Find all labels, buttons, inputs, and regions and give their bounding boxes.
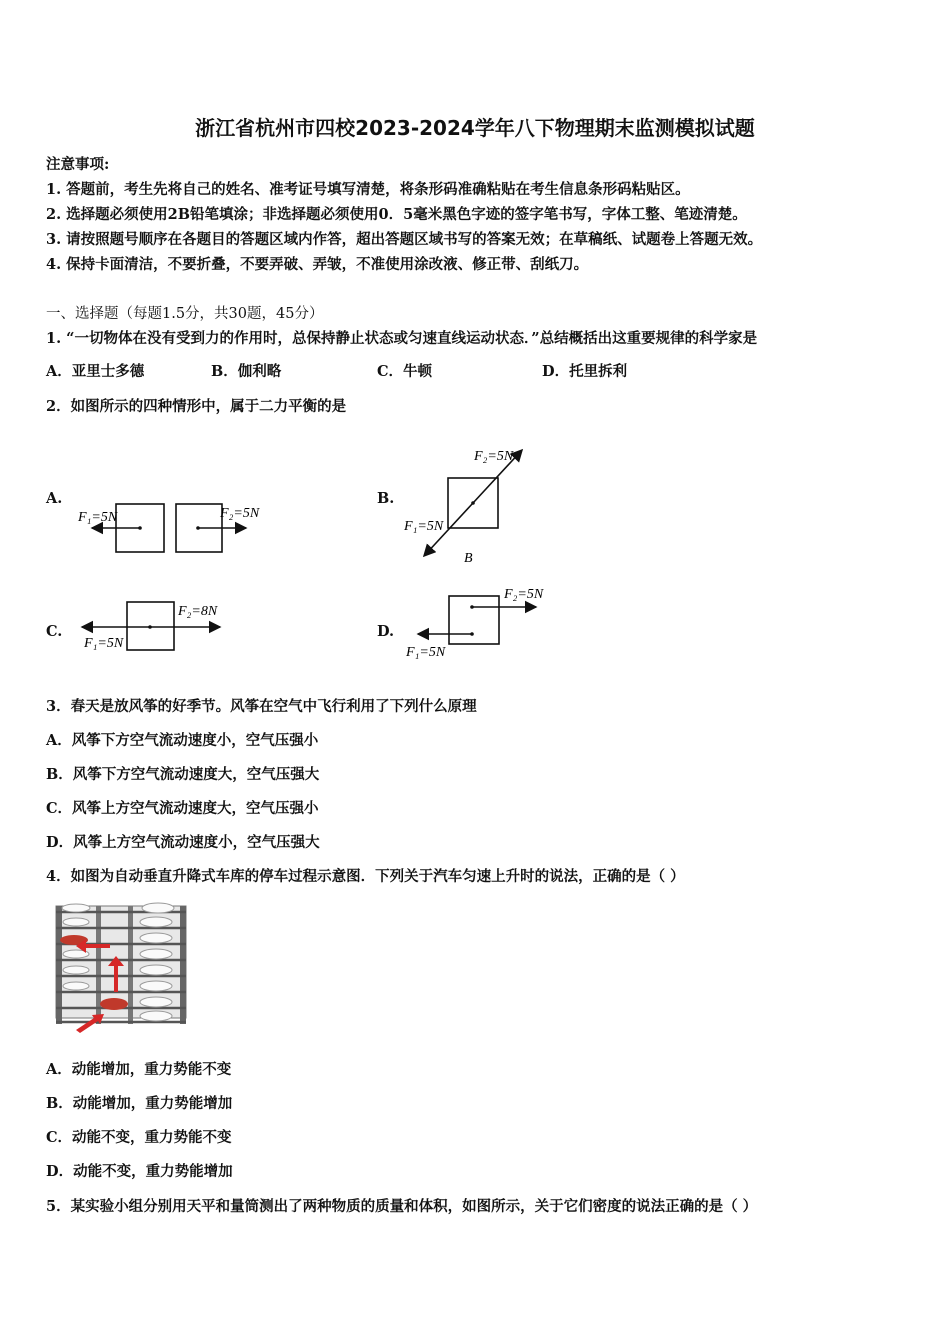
q3-option-d[interactable]: D．风筝上方空气流动速度小，空气压强大 <box>46 834 320 851</box>
q2-option-a[interactable]: A. <box>46 490 63 507</box>
label-f2: F₂=5N <box>504 587 544 602</box>
notice-heading: 注意事项: <box>46 156 110 173</box>
q2-option-b[interactable]: B. <box>377 490 395 507</box>
notice-item-2: 2. 选择题必须使用2B铅笔填涂；非选择题必须使用0．5毫米黑色字迹的签字笔书写，字体工整、笔迹清楚。 <box>46 206 747 223</box>
q2-option-d[interactable]: D. <box>377 623 395 640</box>
label-f2: F₂=5N <box>474 449 514 464</box>
q1-option-b[interactable]: B．伽利略 <box>211 363 282 380</box>
q3-option-a[interactable]: A．风筝下方空气流动速度小，空气压强小 <box>46 732 319 749</box>
q4-option-a[interactable]: A．动能增加，重力势能不变 <box>46 1061 232 1078</box>
q4-stem: 4．如图为自动垂直升降式车库的停车过程示意图．下列关于汽车匀速上升时的说法，正确的是（ ） <box>46 868 685 885</box>
q1-stem: 1. “一切物体在没有受到力的作用时，总保持静止状态或匀速直线运动状态．”总结概括出这重要规律的科学家是 <box>46 330 758 347</box>
label-f2: F₂=8N <box>178 604 218 619</box>
notice-item-1: 1. 答题前，考生先将自己的姓名、准考证号填写清楚，将条形码准确粘贴在考生信息条形码粘贴区。 <box>46 181 690 198</box>
caption: B <box>464 551 473 566</box>
label-f1: F₁=5N <box>84 636 124 651</box>
q2-stem: 2．如图所示的四种情形中，属于二力平衡的是 <box>46 398 347 415</box>
figure-d <box>400 580 560 665</box>
q3-option-c[interactable]: C．风筝上方空气流动速度大，空气压强小 <box>46 800 319 817</box>
figure-b <box>400 440 560 570</box>
q1-option-d[interactable]: D．托里拆利 <box>542 363 628 380</box>
label-f1: F₁=5N <box>406 645 446 660</box>
parking-garage-figure <box>48 898 196 1038</box>
lifting-red-car <box>100 998 128 1010</box>
label-f1: F₁=5N <box>78 510 118 525</box>
block <box>449 596 499 644</box>
q3-stem: 3．春天是放风筝的好季节。风筝在空气中飞行利用了下列什么原理 <box>46 698 477 715</box>
section-heading: 一、选择题（每题1.5分，共30题，45分） <box>46 306 324 322</box>
q1-option-c[interactable]: C．牛顿 <box>377 363 433 380</box>
notice-item-3: 3. 请按照题号顺序在各题目的答题区域内作答，超出答题区域书写的答案无效；在草稿纸、试题卷上答题无效。 <box>46 231 763 248</box>
label-f2: F₂=5N <box>220 506 260 521</box>
q3-option-b[interactable]: B．风筝下方空气流动速度大，空气压强大 <box>46 766 320 783</box>
figure-a <box>70 495 280 565</box>
figure-c <box>70 595 240 660</box>
q4-option-b[interactable]: B．动能增加，重力势能增加 <box>46 1095 233 1112</box>
q2-option-c[interactable]: C. <box>46 623 63 640</box>
notice-item-4: 4. 保持卡面清洁，不要折叠，不要弄破、弄皱，不准使用涂改液、修正带、刮纸刀。 <box>46 256 589 273</box>
page-title: 浙江省杭州市四校2023-2024学年八下物理期末监测模拟试题 <box>195 116 755 140</box>
q4-option-c[interactable]: C．动能不变，重力势能不变 <box>46 1129 232 1146</box>
q5-stem: 5．某实验小组分别用天平和量筒测出了两种物质的质量和体积，如图所示，关于它们密度的说法正确的是（ ） <box>46 1198 758 1215</box>
label-f1: F₁=5N <box>404 519 444 534</box>
q1-option-a[interactable]: A．亚里士多德 <box>46 363 145 380</box>
q4-option-d[interactable]: D．动能不变，重力势能增加 <box>46 1163 233 1180</box>
